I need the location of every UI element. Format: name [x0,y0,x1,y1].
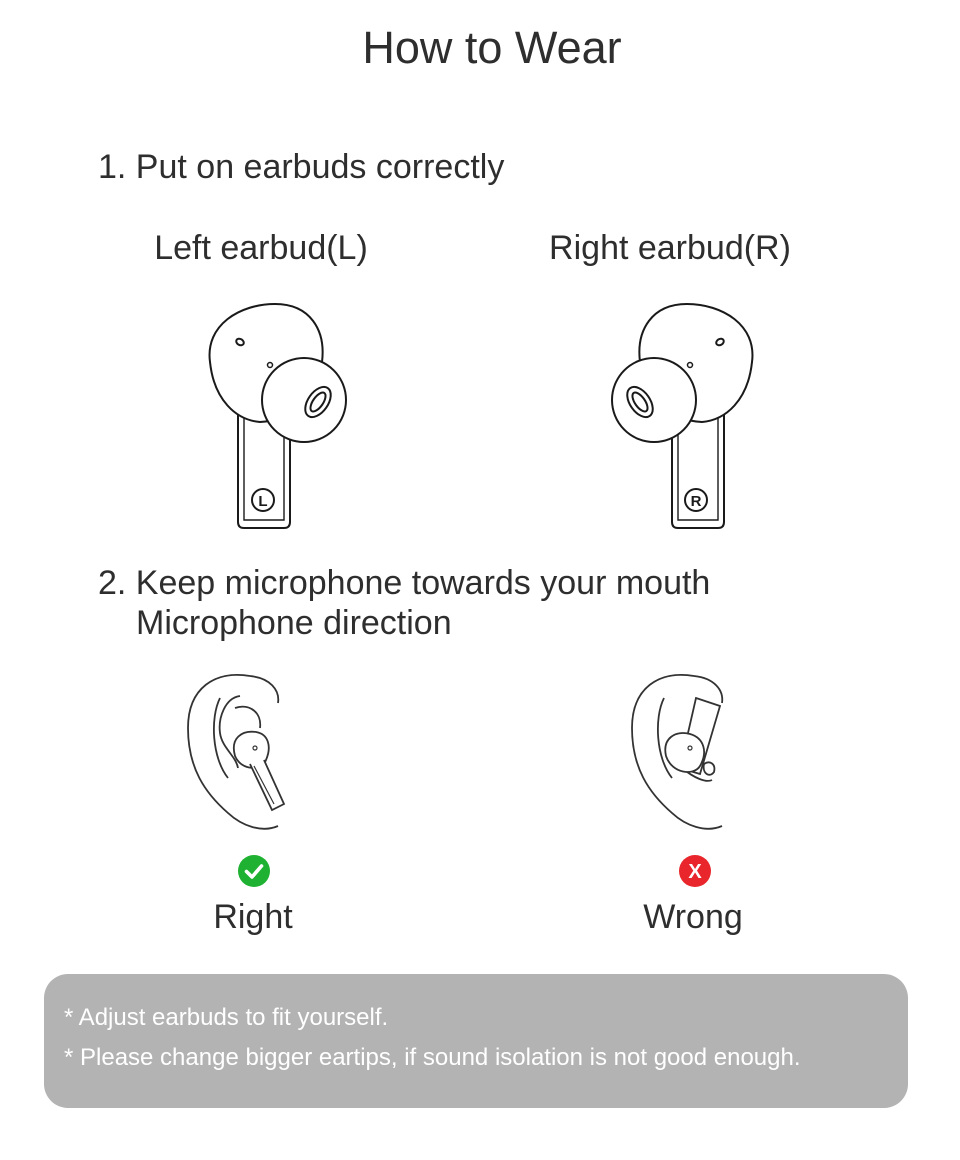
left-earbud-mark: L [258,493,268,510]
step-2-heading: 2. Keep microphone towards your mouth [98,564,711,602]
ear-wrong-illustration [624,668,744,838]
wrong-caption: Wrong [643,898,743,936]
notes-box [44,974,908,1108]
right-earbud-label: Right earbud(R) [549,229,791,267]
note-adjust: * Adjust earbuds to fit yourself. [64,1004,389,1031]
right-earbud-illustration [604,300,764,535]
check-icon [238,855,270,887]
left-earbud-label: Left earbud(L) [154,229,368,267]
left-earbud-illustration [200,300,360,535]
x-icon [679,855,711,887]
right-earbud-mark: R [690,493,702,510]
x-icon-symbol: X [688,861,702,883]
note-eartips: * Please change bigger eartips, if sound isolation is not good enough. [64,1044,801,1071]
step-1-heading: 1. Put on earbuds correctly [98,148,505,186]
step-2-subheading: Microphone direction [136,604,452,642]
right-caption: Right [213,898,293,936]
page-title: How to Wear [362,22,622,73]
ear-correct-illustration [180,668,300,838]
